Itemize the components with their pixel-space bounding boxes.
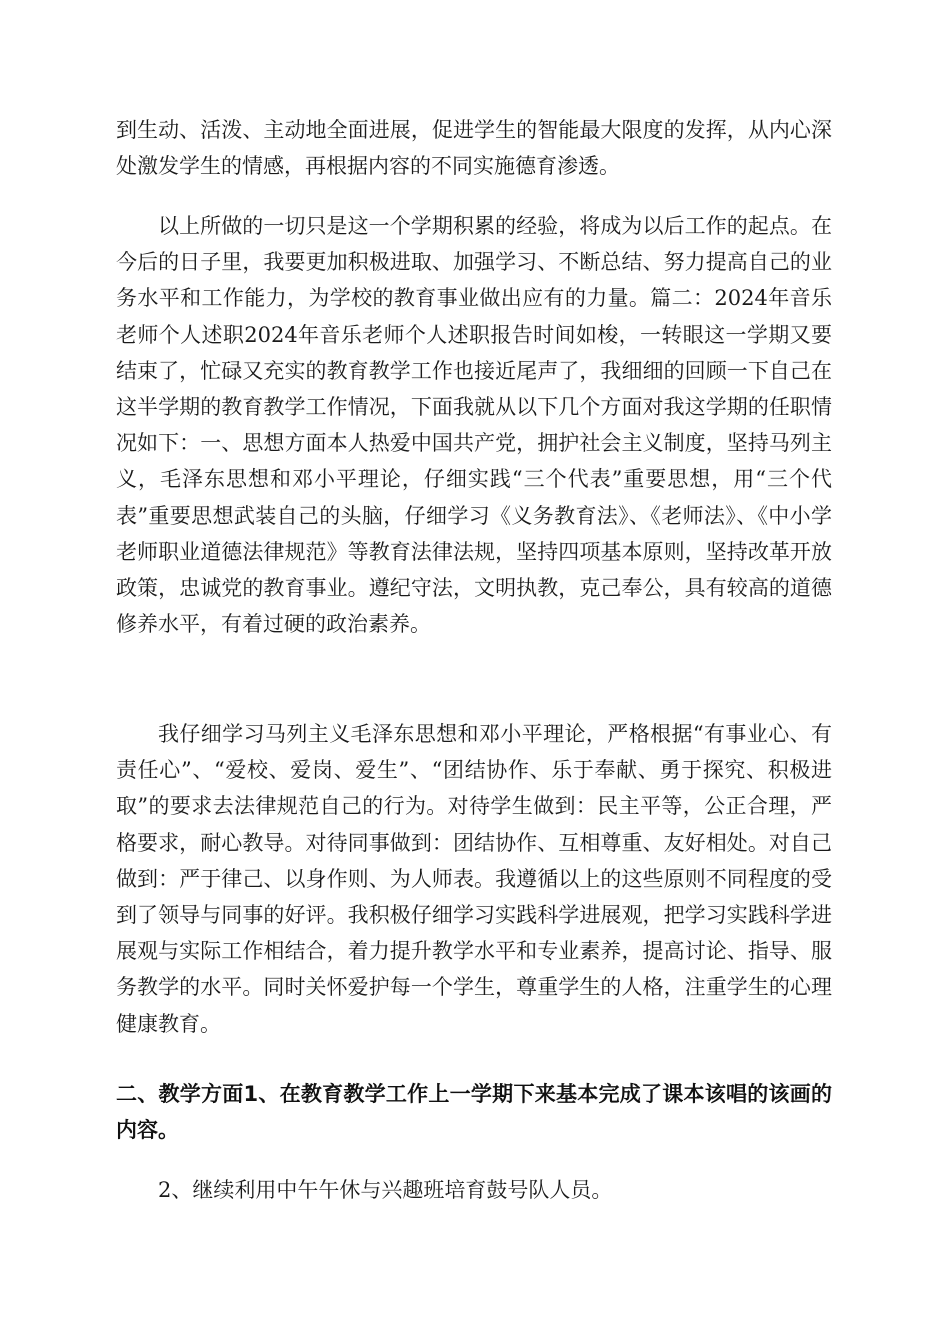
paragraph-text: 我仔细学习马列主义毛泽东思想和邓小平理论，严格根据“有事业心、有责任心”、“爱校、爱岗、爱生”、“团结协作、乐于奉献、勇于探究、积极进取”的要求去法律规范自己的行为。对待学生做到：民主平等，公正合理，严格要求，耐心教导。对待同事做到：团结协作、互相尊重、友好相处。对自己做到：严于律己、以身作则、为人师表。我遵循以上的这些原则不同程度的受到了领导与同事的好评。我积极仔细学习实践科学进展观，把学习实践科学进展观与实际工作相结合，着力提升教学水平和专业素养，提高讨论、指导、服务教学的水平。同时关怀爱护每一个学生，尊重学生的人格，注重学生的心理健康教育。 <box>116 722 832 1036</box>
paragraph-continuation <box>116 112 832 184</box>
paragraph-drum-team <box>116 1172 832 1208</box>
paragraph-study-conduct <box>116 716 832 1042</box>
paragraph-text: 以上所做的一切只是这一个学期积累的经验，将成为以后工作的起点。在今后的日子里，我要更加积极进取、加强学习、不断总结、努力提高自己的业务水平和工作能力，为学校的教育事业做出应有的力量。篇二：2024年音乐老师个人述职2024年音乐老师个人述职报告时间如梭，一转眼这一学期又要结束了，忙碌又充实的教育教学工作也接近尾声了，我细细的回顾一下自己在这半学期的教育教学工作情况，下面我就从以下几个方面对我这学期的任职情况如下：一、思想方面本人热爱中国共产党，拥护社会主义制度，坚持马列主义，毛泽东思想和邓小平理论，仔细实践“三个代表”重要思想，用“三个代表”重要思想武装自己的头脑，仔细学习《义务教育法》、《老师法》、《中小学老师职业道德法律规范》等教育法律法规，坚持四项基本原则，坚持改革开放政策，忠诚党的教育事业。遵纪守法，文明执教，克己奉公，具有较高的道德修养水平，有着过硬的政治素养。 <box>116 214 832 637</box>
paragraph-text: 2、继续利用中午午休与兴趣班培育鼓号队人员。 <box>158 1178 613 1202</box>
paragraph-teaching-heading <box>116 1076 832 1148</box>
paragraph-summary-and-report <box>116 208 832 642</box>
paragraph-text: 二、教学方面1、在教育教学工作上一学期下来基本完成了课本该唱的该画的内容。 <box>116 1082 832 1143</box>
paragraph-text: 到生动、活泼、主动地全面进展，促进学生的智能最大限度的发挥，从内心深处激发学生的情感，再根据内容的不同实施德育渗透。 <box>116 118 832 179</box>
